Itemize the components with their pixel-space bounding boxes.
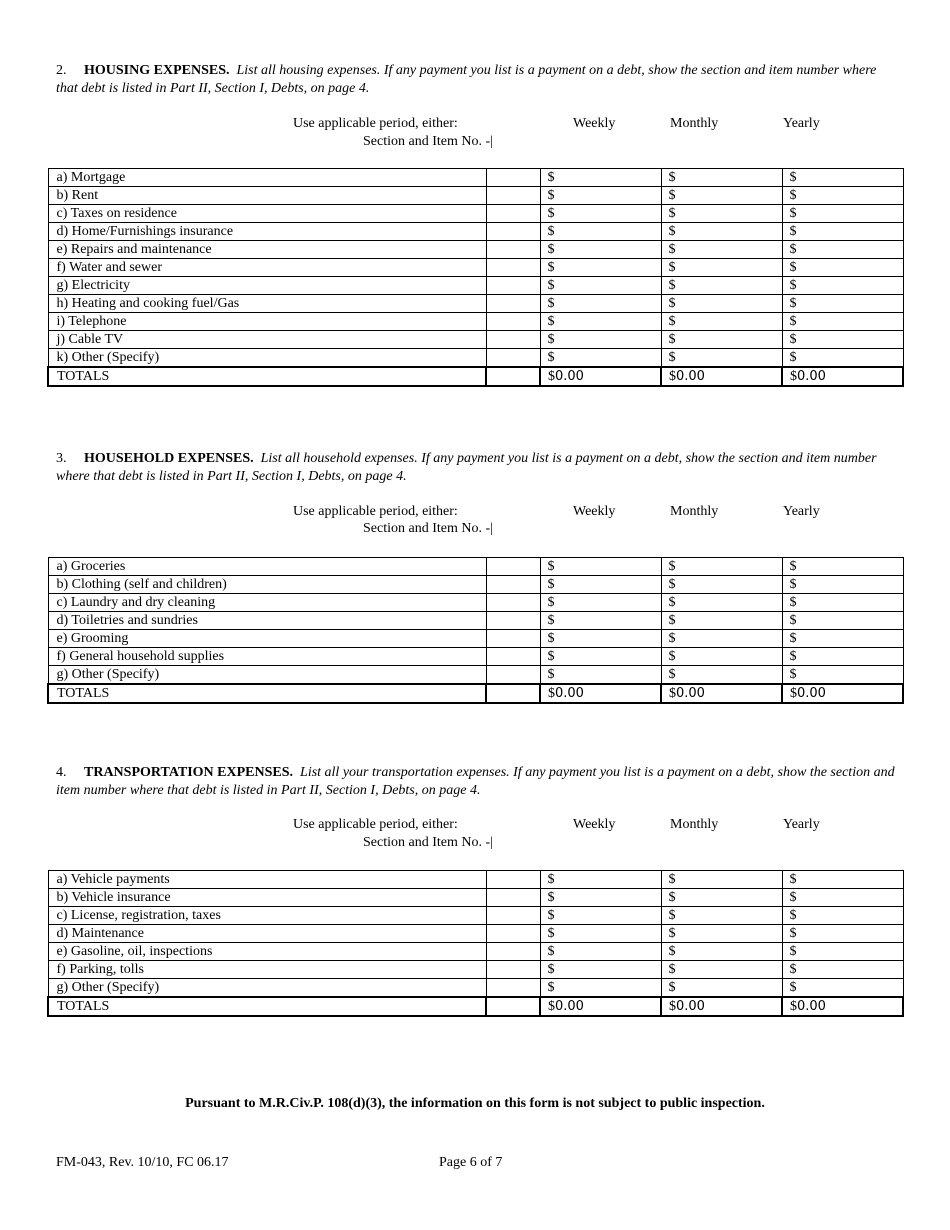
- monthly-amount-field[interactable]: $: [661, 558, 782, 576]
- table-row: [48, 907, 903, 925]
- expense-label: k) Other (Specify): [48, 349, 486, 368]
- expense-label: g) Other (Specify): [48, 979, 486, 998]
- yearly-amount-field[interactable]: $: [782, 313, 903, 331]
- section-title: HOUSING EXPENSES.: [84, 63, 230, 78]
- currency-symbol: $: [790, 998, 797, 1014]
- yearly-amount-field[interactable]: $: [782, 666, 903, 685]
- period-weekly: Weekly: [573, 817, 616, 832]
- section-item-field[interactable]: [486, 349, 540, 368]
- table-row: [48, 331, 903, 349]
- section-item-field[interactable]: [486, 313, 540, 331]
- monthly-amount-field[interactable]: $: [661, 277, 782, 295]
- monthly-amount-field[interactable]: $: [661, 979, 782, 998]
- monthly-amount-field[interactable]: $: [661, 241, 782, 259]
- weekly-amount-field[interactable]: $: [540, 205, 661, 223]
- period-monthly: Monthly: [670, 504, 719, 519]
- currency-symbol: $: [548, 685, 555, 701]
- section-item-field[interactable]: [486, 943, 540, 961]
- section-title: HOUSEHOLD EXPENSES.: [84, 451, 254, 466]
- period-header: [0, 504, 950, 544]
- totals-section-item-field: [486, 997, 540, 1016]
- weekly-amount-field[interactable]: $: [540, 630, 661, 648]
- table-row: [48, 889, 903, 907]
- period-weekly: Weekly: [573, 504, 616, 519]
- section-item-field[interactable]: [486, 187, 540, 205]
- section-item-field[interactable]: [486, 979, 540, 998]
- section-number: 2.: [56, 63, 67, 78]
- yearly-total: [782, 997, 903, 1016]
- yearly-amount-field[interactable]: $: [782, 907, 903, 925]
- period-prompt: Use applicable period, either:: [293, 817, 458, 832]
- section-instructions: List all your transportation expenses. If any payment you list is a payment on a debt, show the section and item number where that debt is listed in Part II, Section I, Debts, on page 4.: [56, 765, 895, 798]
- yearly-amount-field[interactable]: $: [782, 648, 903, 666]
- weekly-amount-field[interactable]: $: [540, 295, 661, 313]
- form-id: FM-043, Rev. 10/10, FC 06.17: [56, 1155, 229, 1170]
- expense-label: f) General household supplies: [48, 648, 486, 666]
- monthly-total: [661, 367, 782, 386]
- table-row: [48, 961, 903, 979]
- section-heading: [56, 62, 896, 98]
- weekly-amount-field[interactable]: $: [540, 259, 661, 277]
- table-row: [48, 187, 903, 205]
- yearly-amount-field[interactable]: $: [782, 331, 903, 349]
- section-item-field[interactable]: [486, 223, 540, 241]
- totals-row: [48, 997, 903, 1016]
- currency-symbol: $: [669, 685, 676, 701]
- monthly-amount-field[interactable]: $: [661, 187, 782, 205]
- yearly-total-value: 0.00: [797, 685, 826, 701]
- currency-symbol: $: [548, 998, 555, 1014]
- section-instructions: List all household expenses. If any payment you list is a payment on a debt, show the section and item number where that debt is listed in Part II, Section I, Debts, on page 4.: [56, 451, 877, 484]
- monthly-amount-field[interactable]: $: [661, 594, 782, 612]
- totals-row: [48, 684, 903, 703]
- section-item-field[interactable]: [486, 907, 540, 925]
- yearly-amount-field[interactable]: $: [782, 871, 903, 889]
- weekly-amount-field[interactable]: $: [540, 907, 661, 925]
- section-item-field[interactable]: [486, 666, 540, 685]
- totals-row: [48, 367, 903, 386]
- expense-label: e) Grooming: [48, 630, 486, 648]
- period-yearly: Yearly: [783, 504, 820, 519]
- totals-section-item-field: [486, 367, 540, 386]
- table-row: [48, 576, 903, 594]
- monthly-amount-field[interactable]: $: [661, 907, 782, 925]
- monthly-total: [661, 684, 782, 703]
- page-number: Page 6 of 7: [439, 1155, 503, 1170]
- period-prompt: Use applicable period, either:: [293, 504, 458, 519]
- table-row: [48, 313, 903, 331]
- period-monthly: Monthly: [670, 116, 719, 131]
- expense-label: h) Heating and cooking fuel/Gas: [48, 295, 486, 313]
- section-item-field[interactable]: [486, 889, 540, 907]
- weekly-amount-field[interactable]: $: [540, 241, 661, 259]
- weekly-amount-field[interactable]: $: [540, 925, 661, 943]
- section-item-field[interactable]: [486, 205, 540, 223]
- section-item-field[interactable]: [486, 169, 540, 187]
- yearly-total: [782, 367, 903, 386]
- expense-label: b) Vehicle insurance: [48, 889, 486, 907]
- expense-label: j) Cable TV: [48, 331, 486, 349]
- weekly-amount-field[interactable]: $: [540, 331, 661, 349]
- expense-label: b) Rent: [48, 187, 486, 205]
- monthly-amount-field[interactable]: $: [661, 169, 782, 187]
- table-row: [48, 612, 903, 630]
- section-item-label: Section and Item No. -|: [363, 134, 493, 149]
- currency-symbol: $: [790, 685, 797, 701]
- section-item-field[interactable]: [486, 241, 540, 259]
- table-row: [48, 349, 903, 368]
- expense-label: c) Taxes on residence: [48, 205, 486, 223]
- expense-label: e) Repairs and maintenance: [48, 241, 486, 259]
- weekly-amount-field[interactable]: $: [540, 666, 661, 685]
- period-yearly: Yearly: [783, 116, 820, 131]
- yearly-amount-field[interactable]: $: [782, 205, 903, 223]
- expense-label: d) Toiletries and sundries: [48, 612, 486, 630]
- yearly-amount-field[interactable]: $: [782, 889, 903, 907]
- yearly-amount-field[interactable]: $: [782, 558, 903, 576]
- weekly-amount-field[interactable]: $: [540, 223, 661, 241]
- currency-symbol: $: [669, 368, 676, 384]
- period-prompt: Use applicable period, either:: [293, 116, 458, 131]
- monthly-amount-field[interactable]: $: [661, 349, 782, 368]
- section-item-field[interactable]: [486, 558, 540, 576]
- weekly-amount-field[interactable]: $: [540, 943, 661, 961]
- section-title: TRANSPORTATION EXPENSES.: [84, 765, 294, 780]
- section-item-field[interactable]: [486, 925, 540, 943]
- section-item-field[interactable]: [486, 576, 540, 594]
- yearly-amount-field[interactable]: $: [782, 576, 903, 594]
- expense-label: a) Groceries: [48, 558, 486, 576]
- monthly-total-value: 0.00: [676, 368, 705, 384]
- weekly-amount-field[interactable]: $: [540, 558, 661, 576]
- monthly-amount-field[interactable]: $: [661, 259, 782, 277]
- table-row: [48, 648, 903, 666]
- public-inspection-notice: Pursuant to M.R.Civ.P. 108(d)(3), the information on this form is not subject to public inspection.: [185, 1096, 765, 1111]
- section-item-label: Section and Item No. -|: [363, 521, 493, 536]
- yearly-amount-field[interactable]: $: [782, 295, 903, 313]
- expense-label: d) Home/Furnishings insurance: [48, 223, 486, 241]
- monthly-amount-field[interactable]: $: [661, 295, 782, 313]
- weekly-amount-field[interactable]: $: [540, 349, 661, 368]
- table-row: [48, 925, 903, 943]
- table-row: [48, 259, 903, 277]
- totals-label: TOTALS: [48, 367, 486, 386]
- weekly-amount-field[interactable]: $: [540, 594, 661, 612]
- monthly-amount-field[interactable]: $: [661, 331, 782, 349]
- table-row: [48, 871, 903, 889]
- table-row: [48, 979, 903, 998]
- table-row: [48, 594, 903, 612]
- monthly-amount-field[interactable]: $: [661, 313, 782, 331]
- expense-label: f) Parking, tolls: [48, 961, 486, 979]
- monthly-total-value: 0.00: [676, 685, 705, 701]
- currency-symbol: $: [548, 368, 555, 384]
- table-row: [48, 241, 903, 259]
- expense-label: e) Gasoline, oil, inspections: [48, 943, 486, 961]
- table-row: [48, 295, 903, 313]
- weekly-amount-field[interactable]: $: [540, 612, 661, 630]
- yearly-amount-field[interactable]: $: [782, 187, 903, 205]
- expense-label: f) Water and sewer: [48, 259, 486, 277]
- section-item-label: Section and Item No. -|: [363, 835, 493, 850]
- yearly-amount-field[interactable]: $: [782, 943, 903, 961]
- monthly-amount-field[interactable]: $: [661, 576, 782, 594]
- totals-label: TOTALS: [48, 997, 486, 1016]
- yearly-amount-field[interactable]: $: [782, 259, 903, 277]
- table-row: [48, 630, 903, 648]
- weekly-total: [540, 997, 661, 1016]
- period-weekly: Weekly: [573, 116, 616, 131]
- yearly-total: [782, 684, 903, 703]
- monthly-amount-field[interactable]: $: [661, 205, 782, 223]
- section-item-field[interactable]: [486, 648, 540, 666]
- weekly-total: [540, 367, 661, 386]
- expense-label: b) Clothing (self and children): [48, 576, 486, 594]
- monthly-amount-field[interactable]: $: [661, 889, 782, 907]
- expense-label: g) Electricity: [48, 277, 486, 295]
- weekly-amount-field[interactable]: $: [540, 187, 661, 205]
- period-yearly: Yearly: [783, 817, 820, 832]
- section-heading: [56, 764, 896, 800]
- section-number: 4.: [56, 765, 67, 780]
- table-row: [48, 277, 903, 295]
- expense-label: c) Laundry and dry cleaning: [48, 594, 486, 612]
- yearly-amount-field[interactable]: $: [782, 630, 903, 648]
- yearly-amount-field[interactable]: $: [782, 979, 903, 998]
- weekly-total-value: 0.00: [555, 368, 584, 384]
- weekly-total: [540, 684, 661, 703]
- currency-symbol: $: [790, 368, 797, 384]
- monthly-amount-field[interactable]: $: [661, 630, 782, 648]
- section-instructions: List all housing expenses. If any payment you list is a payment on a debt, show the section and item number where that debt is listed in Part II, Section I, Debts, on page 4.: [56, 63, 877, 96]
- table-row: [48, 943, 903, 961]
- monthly-total: [661, 997, 782, 1016]
- monthly-amount-field[interactable]: $: [661, 223, 782, 241]
- weekly-amount-field[interactable]: $: [540, 576, 661, 594]
- weekly-amount-field[interactable]: $: [540, 313, 661, 331]
- section-item-field[interactable]: [486, 331, 540, 349]
- transportation-expenses-table: [47, 870, 904, 1017]
- period-monthly: Monthly: [670, 817, 719, 832]
- yearly-amount-field[interactable]: $: [782, 241, 903, 259]
- monthly-amount-field[interactable]: $: [661, 871, 782, 889]
- yearly-amount-field[interactable]: $: [782, 612, 903, 630]
- yearly-amount-field[interactable]: $: [782, 169, 903, 187]
- section-item-field[interactable]: [486, 277, 540, 295]
- monthly-amount-field[interactable]: $: [661, 925, 782, 943]
- table-row: [48, 205, 903, 223]
- housing-expenses-table: [47, 168, 904, 387]
- section-item-field[interactable]: [486, 871, 540, 889]
- expense-label: i) Telephone: [48, 313, 486, 331]
- weekly-amount-field[interactable]: $: [540, 979, 661, 998]
- table-row: [48, 666, 903, 685]
- weekly-amount-field[interactable]: $: [540, 648, 661, 666]
- section-heading: [56, 450, 896, 486]
- table-row: [48, 558, 903, 576]
- expense-label: a) Mortgage: [48, 169, 486, 187]
- totals-section-item-field: [486, 684, 540, 703]
- section-item-field[interactable]: [486, 612, 540, 630]
- section-item-field[interactable]: [486, 259, 540, 277]
- expense-label: a) Vehicle payments: [48, 871, 486, 889]
- weekly-total-value: 0.00: [555, 998, 584, 1014]
- currency-symbol: $: [669, 998, 676, 1014]
- section-item-field[interactable]: [486, 594, 540, 612]
- yearly-amount-field[interactable]: $: [782, 925, 903, 943]
- weekly-amount-field[interactable]: $: [540, 961, 661, 979]
- expense-label: c) License, registration, taxes: [48, 907, 486, 925]
- weekly-amount-field[interactable]: $: [540, 277, 661, 295]
- period-header: [0, 116, 950, 156]
- section-item-field[interactable]: [486, 961, 540, 979]
- table-row: [48, 223, 903, 241]
- monthly-amount-field[interactable]: $: [661, 943, 782, 961]
- yearly-total-value: 0.00: [797, 998, 826, 1014]
- monthly-amount-field[interactable]: $: [661, 666, 782, 685]
- weekly-amount-field[interactable]: $: [540, 871, 661, 889]
- yearly-amount-field[interactable]: $: [782, 349, 903, 368]
- period-header: [0, 817, 950, 857]
- yearly-amount-field[interactable]: $: [782, 223, 903, 241]
- section-item-field[interactable]: [486, 630, 540, 648]
- expense-label: g) Other (Specify): [48, 666, 486, 685]
- yearly-amount-field[interactable]: $: [782, 277, 903, 295]
- yearly-total-value: 0.00: [797, 368, 826, 384]
- weekly-total-value: 0.00: [555, 685, 584, 701]
- monthly-amount-field[interactable]: $: [661, 648, 782, 666]
- expense-label: d) Maintenance: [48, 925, 486, 943]
- weekly-amount-field[interactable]: $: [540, 169, 661, 187]
- yearly-amount-field[interactable]: $: [782, 594, 903, 612]
- weekly-amount-field[interactable]: $: [540, 889, 661, 907]
- yearly-amount-field[interactable]: $: [782, 961, 903, 979]
- monthly-amount-field[interactable]: $: [661, 612, 782, 630]
- section-number: 3.: [56, 451, 67, 466]
- totals-label: TOTALS: [48, 684, 486, 703]
- section-item-field[interactable]: [486, 295, 540, 313]
- household-expenses-table: [47, 557, 904, 704]
- monthly-amount-field[interactable]: $: [661, 961, 782, 979]
- monthly-total-value: 0.00: [676, 998, 705, 1014]
- table-row: [48, 169, 903, 187]
